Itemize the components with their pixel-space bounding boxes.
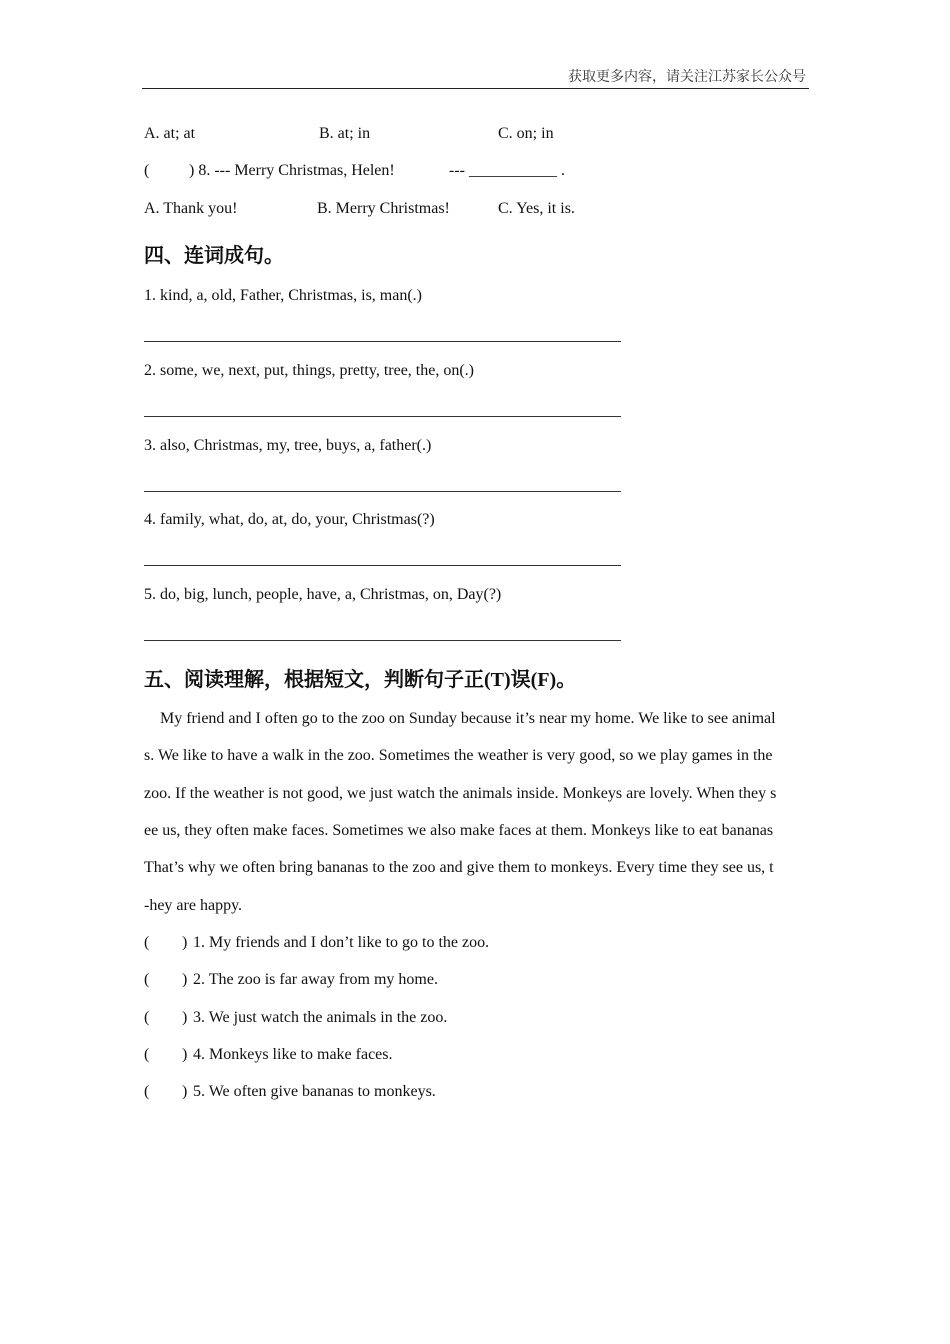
section5-title-part2: 误 <box>510 667 531 691</box>
tf-question-1: 1. My friends and I don’t like to go to the zoo. <box>193 934 490 951</box>
answer-line-5[interactable] <box>144 640 621 641</box>
passage-line-6: -hey are happy. <box>144 897 243 914</box>
section5-title-f: (F) <box>530 669 557 691</box>
passage-line-2: s. We like to have a walk in the zoo. Sometimes the weather is very good, so we play games in the <box>144 747 773 764</box>
tf-q1-paren-open[interactable]: ( <box>144 934 150 951</box>
tf-q1-paren-close: ) <box>182 934 188 951</box>
q8-reply: --- ___________ . <box>449 162 565 179</box>
passage-line-1: My friend and I often go to the zoo on Sunday because it’s near my home. We like to see animal <box>160 710 776 727</box>
section5-title-t: (T) <box>484 669 511 691</box>
section5-title-part1: 五、阅读理解，根据短文，判断句子正 <box>144 667 484 691</box>
q8-option-a: A. Thank you! <box>144 200 238 217</box>
tf-question-4: 4. Monkeys like to make faces. <box>193 1046 393 1063</box>
tf-q5-paren-close: ) <box>182 1083 188 1100</box>
q7-option-a: A. at; at <box>144 125 196 142</box>
section4-item-5: 5. do, big, lunch, people, have, a, Christmas, on, Day(?) <box>144 586 502 603</box>
section4-item-1: 1. kind, a, old, Father, Christmas, is, man(.) <box>144 287 422 304</box>
answer-line-4[interactable] <box>144 565 621 566</box>
q8-paren-open: ( <box>144 162 150 179</box>
q7-option-b: B. at; in <box>319 125 371 142</box>
section4-item-4: 4. family, what, do, at, do, your, Christmas(?) <box>144 511 435 528</box>
answer-line-3[interactable] <box>144 491 621 492</box>
tf-q3-paren-close: ) <box>182 1009 188 1026</box>
section4-title: 四、连词成句。 <box>144 243 284 267</box>
tf-q2-paren-close: ) <box>182 971 188 988</box>
tf-question-5: 5. We often give bananas to monkeys. <box>193 1083 436 1100</box>
q7-option-c: C. on; in <box>498 125 554 142</box>
tf-q3-paren-open[interactable]: ( <box>144 1009 150 1026</box>
tf-q4-paren-open[interactable]: ( <box>144 1046 150 1063</box>
section5-title <box>144 663 576 692</box>
q8-option-c: C. Yes, it is. <box>498 200 575 217</box>
passage-line-4: ee us, they often make faces. Sometimes we also make faces at them. Monkeys like to eat bananas <box>144 822 774 839</box>
header-divider <box>142 88 809 89</box>
q8-question: ) 8. --- Merry Christmas, Helen! <box>189 162 395 179</box>
section4-item-2: 2. some, we, next, put, things, pretty, tree, the, on(.) <box>144 362 474 379</box>
passage-line-5: That’s why we often bring bananas to the zoo and give them to monkeys. Every time they see us, t <box>144 859 774 876</box>
tf-q2-paren-open[interactable]: ( <box>144 971 150 988</box>
answer-line-2[interactable] <box>144 416 621 417</box>
section5-title-end: 。 <box>556 667 577 691</box>
tf-q4-paren-close: ) <box>182 1046 188 1063</box>
section4-item-3: 3. also, Christmas, my, tree, buys, a, father(.) <box>144 437 432 454</box>
tf-q5-paren-open[interactable]: ( <box>144 1083 150 1100</box>
passage-line-3: zoo. If the weather is not good, we just watch the animals inside. Monkeys are lovely. When they s <box>144 785 777 802</box>
answer-line-1[interactable] <box>144 341 621 342</box>
page-header-text: 获取更多内容，请关注江苏家长公众号 <box>568 69 806 85</box>
tf-question-3: 3. We just watch the animals in the zoo. <box>193 1009 448 1026</box>
tf-question-2: 2. The zoo is far away from my home. <box>193 971 438 988</box>
q8-option-b: B. Merry Christmas! <box>317 200 450 217</box>
